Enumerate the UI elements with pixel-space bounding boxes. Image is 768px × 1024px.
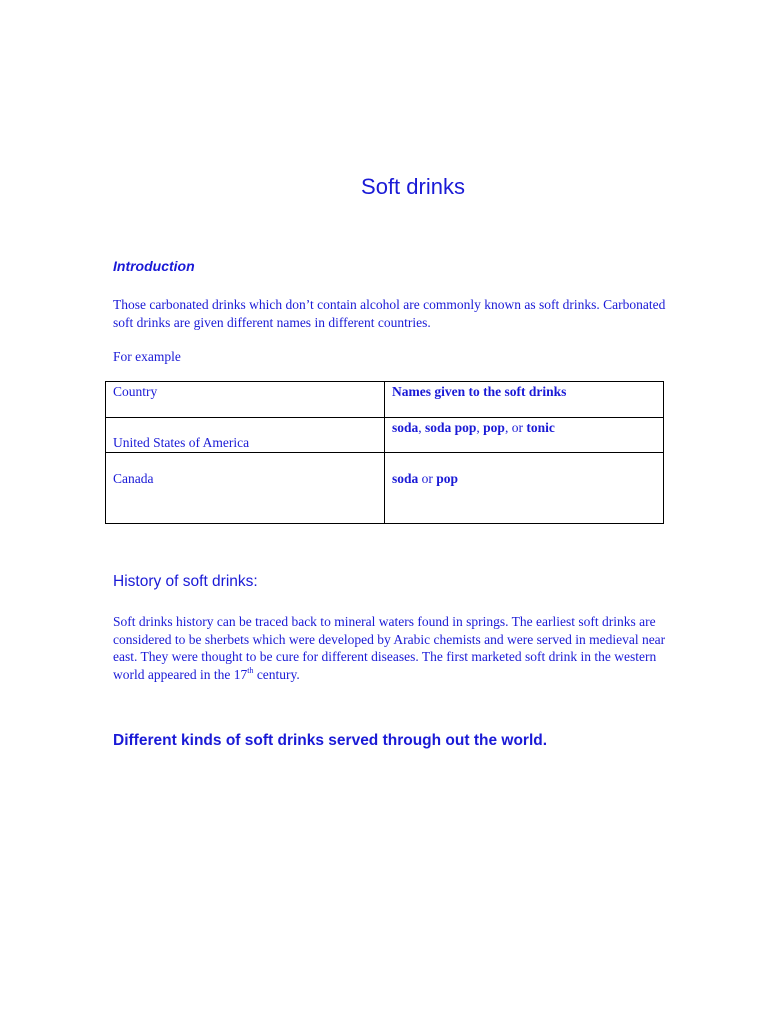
drink-name: pop — [436, 471, 459, 486]
drink-name: tonic — [526, 420, 555, 435]
drink-name: pop — [483, 420, 505, 435]
drink-name: soda — [392, 420, 419, 435]
drink-name: soda — [392, 471, 419, 486]
country-cell — [106, 418, 385, 453]
country-cell: Canada — [106, 453, 385, 524]
introduction-heading: Introduction — [113, 258, 195, 274]
names-cell — [385, 453, 664, 524]
soft-drink-names-table — [105, 381, 664, 524]
separator: , — [476, 420, 484, 435]
history-paragraph — [113, 613, 673, 683]
introduction-paragraph: Those carbonated drinks which don’t contain alcohol are commonly known as soft drinks. Carbonated soft drinks are given different names in different countries. — [113, 297, 666, 330]
table-row — [106, 453, 664, 524]
names-column-header: Names given to the soft drinks — [385, 382, 664, 418]
table-row — [106, 418, 664, 453]
for-example-text: For example — [113, 349, 181, 364]
separator: or — [418, 471, 437, 486]
history-text-end: century. — [253, 666, 300, 682]
table-header-row — [106, 382, 664, 418]
page-title: Soft drinks — [361, 174, 465, 199]
country-name-usa: United States of America — [113, 435, 250, 450]
names-cell — [385, 418, 664, 453]
ordinal-superscript: th — [247, 665, 254, 675]
history-heading: History of soft drinks: — [113, 573, 258, 590]
kinds-heading: Different kinds of soft drinks served through out the world. — [113, 732, 548, 749]
separator: , or — [504, 420, 527, 435]
history-text: Soft drinks history can be traced back to mineral waters found in springs. The earliest soft drinks are considered to be sherbets which were developed by Arabic chemists and were served in medieval near east. They were thought to be cure for different diseases. The first marketed soft drink in the western world appeared in the 17 — [113, 614, 666, 682]
country-column-header: Country — [106, 382, 385, 418]
drink-name: soda pop — [425, 420, 477, 435]
separator: , — [418, 420, 426, 435]
